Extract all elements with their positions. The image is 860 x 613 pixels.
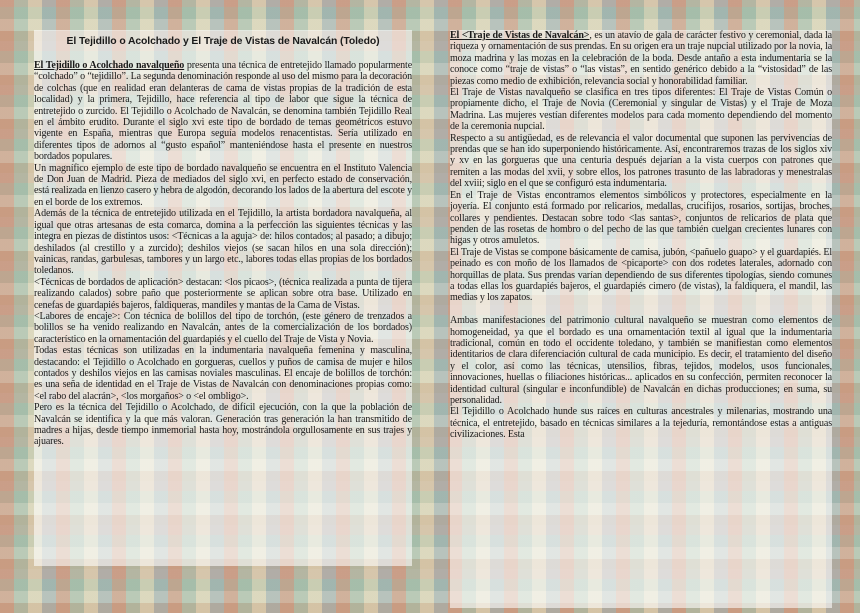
left-paragraphs <box>34 60 412 448</box>
paragraph <box>34 345 412 402</box>
paragraph-text: <Labores de encaje>: Con técnica de bolillos del tipo de torchón, (este género de trenzados a bolillos se ha venido realizando en Navalcán, antes de la comercialización de los bordados) característico en la ornamentación del guardapiés y el cuello del Traje de Vista y Novia. <box>34 310 412 345</box>
paragraph-text: Respecto a su antigüedad, es de relevancia el valor documental que suponen las pervivencias de prendas que se han ido superponiendo históricamente. Así, encontraremos trazas de los siglos xiv y xv en las gorgueras que una centuria después dejarían a la vista cuerpos con patrones que remiten a las modas del xvii, y sobre ellos, los patrones trasunto de las labradoras y menestralas del xviii; siglo en el que se configuró esta indumentaria. <box>450 132 832 190</box>
paragraph <box>450 247 832 304</box>
paragraph-text: <Técnicas de bordados de aplicación> destacan: <los picaos>, (técnica realizada a punta de tijera realizando calados) sobre paño que posteriormente se aplican sobre otra base. Utilizado en cenefas de guardapiés bajeros, faldiqueras, mandiles y mantas de la Cama de Vistas. <box>34 276 412 311</box>
paragraph-lead: El <Traje de Vistas de Navalcán> <box>450 30 590 41</box>
right-paragraphs <box>450 30 832 441</box>
paragraph-text: presenta una técnica de entretejido llamado popularmente “colchado” o “tejidillo”. La segunda denominación responde al uso del mismo para la decoración de colchas (que en realidad eran delanteras de cama de vistas propias de la tradición de esta localidad) y la primera, Tejidillo, hace referencia al tipo de labor que sigue la técnica de entretejido o zurcido. El Tejidillo o Acolchado de Navalcán, se denomina también Tejidillo Real en el ámbito erudito. Durante el siglo xvi este tipo de bordado de temas geométricos estuvo vigente en España, mientras que Europa seguía modelos renacentistas. Sería utilizado en diferentes tipos de adornos al “gusto español” manteniéndose hasta el presente en nuestros bordados populares. <box>34 60 412 163</box>
paragraph-text: Un magnífico ejemplo de este tipo de bordado navalqueño se encuentra en el Instituto Valencia de Don Juan de Madrid. Pieza de mediados del siglo xvi, en perfecto estado de conservación, está realizada en lienzo casero y hebra de algodón, decorando los lados de la abertura del escote y en el borde de los extremos. <box>34 162 412 208</box>
paragraph <box>34 163 412 209</box>
paragraph <box>34 208 412 276</box>
page-title: El Tejidillo o Acolchado y El Traje de Vistas de Navalcán (Toledo) <box>66 36 380 47</box>
paragraph-text: Además de la técnica de entretejido utilizada en el Tejidillo, la artista bordadora navalqueña, al igual que otras artesanas de esta comarca, domina a la perfección las siguientes técnicas y las integra en piezas de distintos usos: <Técnicas a la aguja> de: hilos contados; al pasado; a dibujo; deshilados (al crestillo y a zurcido); deshilos viejos (se sacan hilos en una sola dirección); vainicas, randas, garbulesas, tambores y un largo etc., labores todas ellas propias de los bordados toledanos. <box>34 208 412 277</box>
paragraph-text: El Traje de Vistas se compone básicamente de camisa, jubón, <pañuelo guapo> y el guardapiés. El peinado es con moño de los llamados de <picaporte> con dos rodetes laterales, adornado con horquillas de plata. Sus prendas varían dependiendo de sus diferentes tipologías, siendo comunes a todas ellas los guardapiés bajeros, el guardapiés cimero (de vistas), la faldiquera, el mandil, las medias y los zapatos. <box>450 246 832 304</box>
paragraph-text: Ambas manifestaciones del patrimonio cultural navalqueño se muestran como elementos de homogeneidad, ya que el bordado es una ornamentación textil al igual que la indumentaria tradicional, común en todo el occidente toledano, y también se manifiestan como elementos identitarios de clara diferenciación cultural de cada municipio. Es decir, el tratamiento del diseño y el color, así como las técnicas, utensilios, fibras, tejidos, modelos, usos funcionales, innovaciones, huellas o filiaciones históricas... aplicados en su confección, permiten reconocer la identidad cultural (singular e inconfundible) de Navalcán en dichas producciones; en suma, su personalidad. <box>450 315 832 406</box>
paragraph-text: Pero es la técnica del Tejidillo o Acolchado, de difícil ejecución, con la que la población de Navalcán se identifica y la que más valoran. Generación tras generación la han transmitido de madres a hijas, desde tiempo inmemorial hasta hoy, mostrándola orgullosamente en sus trajes y ajuares. <box>34 402 412 448</box>
paragraph-text: El Traje de Vistas navalqueño se clasifica en tres tipos diferentes: El Traje de Vistas Común o propiamente dicho, el Traje de Novia (Ceremonial y singular de Vistas) y el Traje de Moza Madrina. Las mujeres vestían diferentes modelos para cada momento dependiendo del momento de la ceremonia nupcial. <box>450 87 832 133</box>
paragraph <box>450 406 832 440</box>
paragraph <box>450 190 832 247</box>
paragraph-gap <box>450 304 832 315</box>
paragraph-lead: El Tejidillo o Acolchado navalqueño <box>34 60 185 71</box>
paragraph <box>34 60 412 163</box>
paragraph-text: , es un atavío de gala de carácter festivo y ceremonial, dada la riqueza y ornamentación de sus prendas. En su origen era un traje nupcial utilizado por la novia, la moza madrina y las mozas en la celebración de la boda. Desde antaño a esta indumentaria se la conoce como “traje de vistas” o “las vistas”, en sentido genérico debido a la “vistosidad” de las piezas como medio de exhibición, relevancia social y honorabilidad familiar. <box>450 30 832 87</box>
paragraph <box>34 311 412 345</box>
paragraph-text: El Tejidillo o Acolchado hunde sus raíces en culturas ancestrales y milenarias, mostrando una técnica, el entretejido, basado en técnicas similares a la tejeduría, remontándose estas a antiguas civilizaciones. Esta <box>450 406 832 441</box>
paragraph <box>450 133 832 190</box>
left-column <box>34 30 412 566</box>
paragraph <box>450 315 832 406</box>
paragraph <box>34 277 412 311</box>
right-column <box>450 30 832 608</box>
paragraph <box>450 87 832 133</box>
paragraph <box>34 402 412 448</box>
paragraph-text: En el Traje de Vistas encontramos elementos simbólicos y protectores, especialmente en la joyería. El conjunto está formado por relicarios, medallas, crucifijos, rosarios, sortijas, broches, collares y pendientes. Destacan sobre todo <las santas>, conjuntos de relicarios de plata que penden de las rosetas de hombro o del pecho de las que también cuelgan crecientes lunares con higas y otros amuletos. <box>450 189 832 247</box>
paragraph-text: Todas estas técnicas son utilizadas en la indumentaria navalqueña femenina y masculina, destacando: el Tejidillo o Acolchado en gorgueras, cuellos y puños de camisa de mujer e hilos contados y deshilos viejos en las camisas noviales masculinas. El encaje de bolillos de torchón: es una seña de identidad en el Traje de Vistas de Navalcán con denominaciones propias como: <el rabo del alacrán>, <los morgaños> o <el ombligo>. <box>34 345 412 402</box>
paragraph <box>450 30 832 87</box>
